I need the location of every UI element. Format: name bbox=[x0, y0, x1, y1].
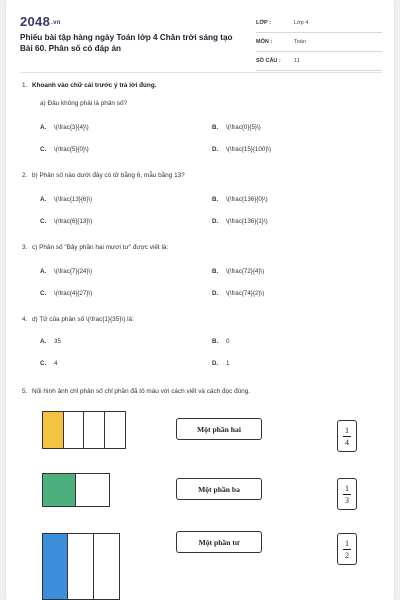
option-letter: D. bbox=[212, 360, 219, 367]
option-b[interactable] bbox=[212, 124, 261, 131]
fraction-numerator: 1 bbox=[345, 483, 349, 493]
shape-third[interactable] bbox=[42, 533, 120, 600]
option-text: \(\frac{4}{27}\) bbox=[54, 290, 93, 297]
empty-cell bbox=[76, 474, 109, 506]
header-divider bbox=[20, 72, 382, 73]
fraction-numerator: 1 bbox=[345, 425, 349, 435]
option-text: 0 bbox=[226, 338, 230, 345]
fraction-box[interactable] bbox=[337, 533, 357, 565]
fraction-denominator: 4 bbox=[345, 437, 349, 447]
option-text: \(\frac{15}{100}\) bbox=[226, 146, 272, 153]
shape-quarter[interactable] bbox=[42, 411, 126, 449]
option-a[interactable] bbox=[40, 268, 92, 275]
fraction-bar bbox=[343, 549, 351, 550]
question-text: Khoanh vào chữ cái trước ý trả lời đúng. bbox=[32, 82, 157, 89]
option-c[interactable] bbox=[40, 360, 57, 367]
option-text: \(\frac{136}{1}\) bbox=[226, 218, 268, 225]
option-text: \(\frac{0}{5}\) bbox=[226, 124, 261, 131]
meta-value: Toán bbox=[294, 39, 306, 45]
option-a[interactable] bbox=[40, 124, 89, 131]
option-a[interactable] bbox=[40, 338, 61, 345]
shaded-cell bbox=[43, 412, 64, 448]
fraction-denominator: 2 bbox=[345, 550, 349, 560]
option-letter: D. bbox=[212, 218, 219, 225]
meta-row-question-count bbox=[256, 54, 382, 71]
option-letter: C. bbox=[40, 218, 47, 225]
option-d[interactable] bbox=[212, 290, 264, 297]
shape-half[interactable] bbox=[42, 473, 110, 507]
phrase-box[interactable]: Một phần hai bbox=[176, 418, 262, 440]
option-letter: B. bbox=[212, 338, 219, 345]
option-c[interactable] bbox=[40, 218, 92, 225]
option-b[interactable] bbox=[212, 196, 268, 203]
option-c[interactable] bbox=[40, 146, 89, 153]
question-text: Nối hình ảnh chỉ phân số chỉ phần đã tô màu với cách viết và cách đọc đúng. bbox=[32, 388, 251, 395]
option-text: 1 bbox=[226, 360, 230, 367]
question-number: 2. bbox=[22, 172, 28, 179]
site-logo[interactable] bbox=[20, 14, 61, 29]
shaded-cell bbox=[43, 474, 76, 506]
empty-cell bbox=[68, 534, 93, 599]
meta-row-subject bbox=[256, 35, 382, 52]
question-text: b) Phân số nào dưới đây có tử bằng 6, mẫu bằng 13? bbox=[32, 172, 185, 179]
option-letter: C. bbox=[40, 290, 47, 297]
option-b[interactable] bbox=[212, 268, 264, 275]
phrase-box[interactable]: Một phần ba bbox=[176, 478, 262, 500]
meta-label: MÔN : bbox=[256, 39, 273, 45]
option-a[interactable] bbox=[40, 196, 92, 203]
document-title: Phiếu bài tập hàng ngày Toán lớp 4 Chân trời sáng tạo Bài 60. Phân số có đáp án bbox=[20, 33, 233, 53]
option-d[interactable] bbox=[212, 218, 268, 225]
option-text: \(\frac{6}{13}\) bbox=[54, 218, 93, 225]
meta-row-class bbox=[256, 16, 382, 33]
option-letter: D. bbox=[212, 290, 219, 297]
question-text: d) Tử của phân số \(\frac{1}{35}\) là: bbox=[32, 316, 134, 323]
sub-question: a) Đâu không phải là phân số? bbox=[40, 100, 128, 107]
logo-text: 2048 bbox=[20, 14, 51, 29]
fraction-denominator: 3 bbox=[345, 495, 349, 505]
empty-cell bbox=[84, 412, 105, 448]
meta-label: LỚP : bbox=[256, 20, 271, 26]
option-text: \(\frac{74}{2}\) bbox=[226, 290, 265, 297]
option-letter: B. bbox=[212, 268, 219, 275]
empty-cell bbox=[64, 412, 85, 448]
empty-cell bbox=[94, 534, 119, 599]
worksheet-page bbox=[6, 0, 394, 600]
question-number: 1. bbox=[22, 82, 28, 89]
fraction-box[interactable] bbox=[337, 420, 357, 452]
option-text: \(\frac{3}{4}\) bbox=[54, 124, 89, 131]
option-letter: C. bbox=[40, 360, 47, 367]
question-number: 4. bbox=[22, 316, 28, 323]
option-letter: C. bbox=[40, 146, 47, 153]
fraction-box[interactable] bbox=[337, 478, 357, 510]
fraction-bar bbox=[343, 436, 351, 437]
empty-cell bbox=[105, 412, 126, 448]
option-b[interactable] bbox=[212, 338, 229, 345]
option-c[interactable] bbox=[40, 290, 92, 297]
option-letter: A. bbox=[40, 338, 47, 345]
option-text: \(\frac{7}{24}\) bbox=[54, 268, 93, 275]
option-text: \(\frac{136}{0}\) bbox=[226, 196, 268, 203]
meta-value: Lớp 4 bbox=[294, 20, 309, 26]
question-number: 5. bbox=[22, 388, 28, 395]
option-text: \(\frac{13}{6}\) bbox=[54, 196, 93, 203]
option-letter: A. bbox=[40, 268, 47, 275]
option-letter: B. bbox=[212, 196, 219, 203]
logo-suffix: .vn bbox=[51, 19, 61, 26]
question-text: c) Phân số "Bảy phần hai mươi tư" được viết là: bbox=[32, 244, 169, 251]
option-d[interactable] bbox=[212, 146, 271, 153]
option-letter: A. bbox=[40, 124, 47, 131]
option-letter: D. bbox=[212, 146, 219, 153]
worksheet-header bbox=[20, 14, 382, 70]
meta-panel bbox=[256, 16, 382, 73]
shaded-cell bbox=[43, 534, 68, 599]
option-text: 4 bbox=[54, 360, 58, 367]
option-text: \(\frac{5}{0}\) bbox=[54, 146, 89, 153]
meta-label: SỐ CÂU : bbox=[256, 58, 281, 64]
option-text: \(\frac{72}{4}\) bbox=[226, 268, 265, 275]
meta-value: 11 bbox=[294, 58, 300, 64]
option-text: 35 bbox=[54, 338, 61, 345]
fraction-bar bbox=[343, 494, 351, 495]
fraction-numerator: 1 bbox=[345, 538, 349, 548]
option-letter: A. bbox=[40, 196, 47, 203]
question-number: 3. bbox=[22, 244, 28, 251]
option-d[interactable] bbox=[212, 360, 229, 367]
option-letter: B. bbox=[212, 124, 219, 131]
phrase-box[interactable]: Một phần tư bbox=[176, 531, 262, 553]
